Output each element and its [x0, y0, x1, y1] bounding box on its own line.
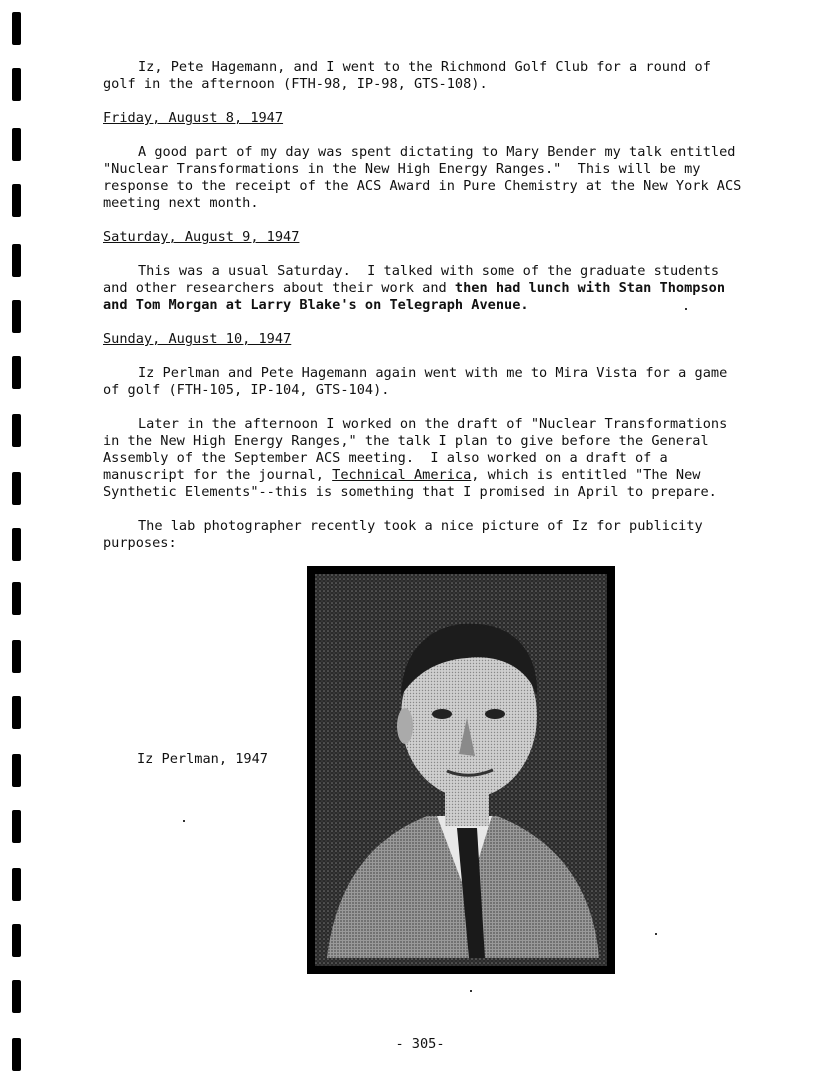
portrait-photo [307, 566, 615, 974]
scan-speck [655, 933, 657, 935]
sunday-paragraph: Iz Perlman and Pete Hagemann again went with me to Mira Vista for a game of golf (FTH-105, IP-104, GTS-104). [103, 365, 736, 398]
binder-hole [12, 640, 21, 673]
binder-hole [12, 754, 21, 787]
page-number: - 305- [395, 1036, 445, 1052]
binder-hole [12, 528, 21, 561]
friday-paragraph: A good part of my day was spent dictating to Mary Bender my talk entitled "Nuclear Transformations in the New High Energy Ranges." This will be my response to the receipt of the ACS Award in Pure Chemistry at the New York ACS meeting next month. [103, 144, 750, 211]
binder-hole [12, 68, 21, 101]
saturday-text: This was a usual Saturday. I talked with some of the graduate students and other researchers about their work and [103, 263, 728, 296]
binder-hole [12, 582, 21, 615]
binder-holes [12, 0, 24, 1086]
binder-hole [12, 128, 21, 161]
binder-hole [12, 810, 21, 843]
binder-hole [12, 924, 21, 957]
scan-speck [470, 990, 472, 992]
binder-hole [12, 300, 21, 333]
binder-hole [12, 12, 21, 45]
intro-paragraph: Iz, Pete Hagemann, and I went to the Richmond Golf Club for a round of golf in the afternoon (FTH-98, IP-98, GTS-108). [103, 59, 720, 92]
journal-title: Technical America [332, 467, 472, 483]
scan-speck [183, 820, 185, 822]
binder-hole [12, 472, 21, 505]
binder-hole [12, 868, 21, 901]
binder-hole [12, 980, 21, 1013]
entry-date-friday: Friday, August 8, 1947 [103, 110, 284, 126]
binder-hole [12, 244, 21, 277]
binder-hole [12, 696, 21, 729]
saturday-bold-insert: then had lunch with Stan Thompson and Tom Morgan at Larry Blake's on Telegraph Avenue. [103, 280, 734, 313]
scan-speck [685, 308, 687, 310]
binder-hole [12, 414, 21, 447]
photo-caption: Iz Perlman, 1947 [137, 751, 268, 767]
journal-page [103, 59, 750, 569]
entry-date-saturday: Saturday, August 9, 1947 [103, 229, 300, 245]
entry-date-sunday: Sunday, August 10, 1947 [103, 331, 292, 347]
sunday-later-paragraph: Later in the afternoon I worked on the draft of "Nuclear Transformations in the New High Energy Ranges," the talk I plan to give before the General Assembly of the September ACS meeting. I also worked on a draft of a manuscript for the journal, Technical America, which is entitled "The New Synthetic Elements"--this is something that I promised in April to prepare. [103, 416, 736, 500]
binder-hole [12, 356, 21, 389]
saturday-paragraph [103, 263, 743, 314]
binder-hole [12, 184, 21, 217]
photo-intro-paragraph: The lab photographer recently took a nice picture of Iz for publicity purposes: [103, 518, 711, 551]
